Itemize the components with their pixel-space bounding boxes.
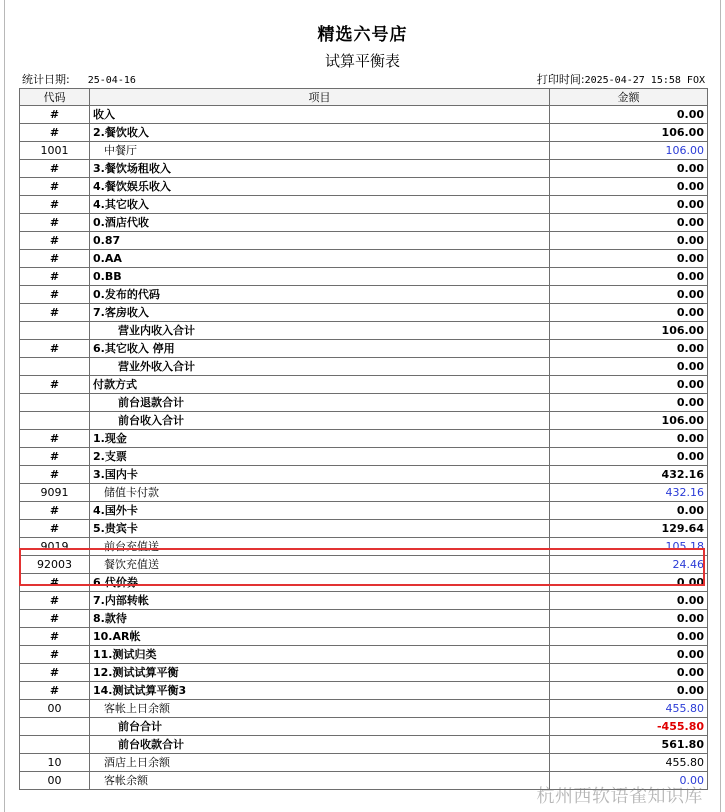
table-header-row [20, 89, 708, 106]
row-item: 4.其它收入 [90, 196, 550, 214]
row-code: 9019 [20, 538, 90, 556]
row-code [20, 718, 90, 736]
row-item: 前台充值送 [90, 538, 550, 556]
row-item: 10.AR帐 [90, 628, 550, 646]
row-code [20, 358, 90, 376]
row-amount: 0.00 [550, 394, 708, 412]
row-amount: 0.00 [550, 646, 708, 664]
row-code [20, 412, 90, 430]
header-amount: 金额 [550, 89, 708, 106]
row-code [20, 322, 90, 340]
row-amount: 0.00 [550, 160, 708, 178]
table-row [20, 736, 708, 754]
table-row [20, 322, 708, 340]
row-amount: 0.00 [550, 682, 708, 700]
table-row [20, 700, 708, 718]
row-code: # [20, 664, 90, 682]
row-code: # [20, 502, 90, 520]
table-row [20, 268, 708, 286]
row-item: 14.测试试算平衡3 [90, 682, 550, 700]
row-item: 0.AA [90, 250, 550, 268]
row-item: 7.内部转帐 [90, 592, 550, 610]
row-code: # [20, 520, 90, 538]
table-row [20, 358, 708, 376]
row-amount: 0.00 [550, 268, 708, 286]
row-amount: 0.00 [550, 430, 708, 448]
table-row [20, 484, 708, 502]
row-amount: 0.00 [550, 286, 708, 304]
table-row [20, 754, 708, 772]
row-amount: 105.18 [550, 538, 708, 556]
row-code: # [20, 646, 90, 664]
row-item: 4.餐饮娱乐收入 [90, 178, 550, 196]
row-amount: 455.80 [550, 700, 708, 718]
row-code: # [20, 160, 90, 178]
header-code: 代码 [20, 89, 90, 106]
row-code: # [20, 250, 90, 268]
row-code: # [20, 430, 90, 448]
row-amount: 0.00 [550, 592, 708, 610]
table-row [20, 430, 708, 448]
row-item: 11.测试归类 [90, 646, 550, 664]
row-amount: 0.00 [550, 232, 708, 250]
table-row [20, 574, 708, 592]
row-amount: 0.00 [550, 772, 708, 790]
row-item: 0.发布的代码 [90, 286, 550, 304]
row-amount: 432.16 [550, 466, 708, 484]
table-row [20, 448, 708, 466]
table-row [20, 466, 708, 484]
row-item: 前台收入合计 [90, 412, 550, 430]
row-item: 3.餐饮场租收入 [90, 160, 550, 178]
row-code: 00 [20, 772, 90, 790]
watermark: 杭州西软语雀知识库 [536, 786, 703, 807]
row-code: # [20, 610, 90, 628]
table-row [20, 556, 708, 574]
row-amount: 0.00 [550, 502, 708, 520]
table-row [20, 250, 708, 268]
row-code: # [20, 286, 90, 304]
table-row [20, 610, 708, 628]
table-row [20, 520, 708, 538]
row-item: 客帐余额 [90, 772, 550, 790]
print-time-label: 打印时间: [536, 73, 585, 86]
trial-balance-table [19, 88, 708, 790]
table-row [20, 124, 708, 142]
table-row [20, 106, 708, 124]
row-item: 0.酒店代收 [90, 214, 550, 232]
row-item: 前台退款合计 [90, 394, 550, 412]
print-time [537, 71, 705, 87]
report-title: 试算平衡表 [324, 52, 400, 70]
row-amount: 0.00 [550, 628, 708, 646]
row-amount: 0.00 [550, 304, 708, 322]
table-row [20, 538, 708, 556]
table-row [20, 178, 708, 196]
table-row [20, 376, 708, 394]
row-item: 8.款待 [90, 610, 550, 628]
row-amount: 106.00 [550, 124, 708, 142]
table-row [20, 682, 708, 700]
table-row [20, 340, 708, 358]
row-item: 0.87 [90, 232, 550, 250]
row-item: 收入 [90, 106, 550, 124]
stat-date-label: 统计日期: [22, 73, 70, 86]
row-item: 5.贵宾卡 [90, 520, 550, 538]
table-row [20, 232, 708, 250]
print-time-value: 2025-04-27 15:58 FOX [584, 75, 705, 86]
row-amount: 0.00 [550, 340, 708, 358]
row-item: 前台合计 [90, 718, 550, 736]
stat-date [22, 71, 136, 87]
table-row [20, 718, 708, 736]
row-item: 付款方式 [90, 376, 550, 394]
row-amount: 0.00 [550, 610, 708, 628]
row-amount: 24.46 [550, 556, 708, 574]
row-amount: 455.80 [550, 754, 708, 772]
table-row [20, 628, 708, 646]
table-row [20, 592, 708, 610]
row-amount: 0.00 [550, 664, 708, 682]
row-item: 2.餐饮收入 [90, 124, 550, 142]
table-row [20, 664, 708, 682]
row-code: # [20, 682, 90, 700]
row-item: 4.国外卡 [90, 502, 550, 520]
row-item: 前台收款合计 [90, 736, 550, 754]
row-amount: 0.00 [550, 250, 708, 268]
row-amount: 0.00 [550, 376, 708, 394]
row-code: # [20, 232, 90, 250]
row-code: 10 [20, 754, 90, 772]
row-amount: 106.00 [550, 322, 708, 340]
row-code: # [20, 124, 90, 142]
row-code: # [20, 574, 90, 592]
row-item: 6.代价券 [90, 574, 550, 592]
row-amount: 0.00 [550, 214, 708, 232]
row-code: # [20, 196, 90, 214]
row-code [20, 394, 90, 412]
row-item: 7.客房收入 [90, 304, 550, 322]
row-amount: 0.00 [550, 178, 708, 196]
row-item: 营业外收入合计 [90, 358, 550, 376]
table-row [20, 394, 708, 412]
row-item: 酒店上日余额 [90, 754, 550, 772]
row-item: 储值卡付款 [90, 484, 550, 502]
table-row [20, 646, 708, 664]
row-code: # [20, 592, 90, 610]
table-row [20, 196, 708, 214]
row-code [20, 736, 90, 754]
row-amount: 432.16 [550, 484, 708, 502]
row-code: # [20, 466, 90, 484]
row-code: 1001 [20, 142, 90, 160]
table-row [20, 214, 708, 232]
row-code: # [20, 448, 90, 466]
row-code: # [20, 106, 90, 124]
table-row [20, 286, 708, 304]
row-item: 客帐上日余额 [90, 700, 550, 718]
row-item: 12.测试试算平衡 [90, 664, 550, 682]
table-row [20, 412, 708, 430]
table-row [20, 304, 708, 322]
table-row [20, 502, 708, 520]
row-amount: 0.00 [550, 574, 708, 592]
row-amount: 561.80 [550, 736, 708, 754]
row-item: 2.支票 [90, 448, 550, 466]
row-item: 3.国内卡 [90, 466, 550, 484]
row-amount: 106.00 [550, 142, 708, 160]
header-item: 项目 [90, 89, 550, 106]
row-amount: 0.00 [550, 106, 708, 124]
row-item: 0.BB [90, 268, 550, 286]
row-item: 6.其它收入 停用 [90, 340, 550, 358]
row-amount: 106.00 [550, 412, 708, 430]
store-title: 精选六号店 [317, 25, 408, 45]
row-code: # [20, 628, 90, 646]
row-code: # [20, 178, 90, 196]
row-item: 餐饮充值送 [90, 556, 550, 574]
row-code: # [20, 340, 90, 358]
row-item: 1.现金 [90, 430, 550, 448]
row-code: # [20, 376, 90, 394]
table-row [20, 160, 708, 178]
row-code: # [20, 214, 90, 232]
row-amount: 0.00 [550, 448, 708, 466]
table-row [20, 142, 708, 160]
row-code: 00 [20, 700, 90, 718]
row-code: # [20, 304, 90, 322]
page-border-right [720, 0, 721, 812]
row-amount: 129.64 [550, 520, 708, 538]
row-amount: 0.00 [550, 358, 708, 376]
row-item: 中餐厅 [90, 142, 550, 160]
row-code: 9091 [20, 484, 90, 502]
row-code: # [20, 268, 90, 286]
page-border-left [4, 0, 5, 812]
row-item: 营业内收入合计 [90, 322, 550, 340]
table-body [20, 106, 708, 790]
row-amount: -455.80 [550, 718, 708, 736]
row-amount: 0.00 [550, 196, 708, 214]
stat-date-value: 25-04-16 [87, 75, 136, 86]
row-code: 92003 [20, 556, 90, 574]
